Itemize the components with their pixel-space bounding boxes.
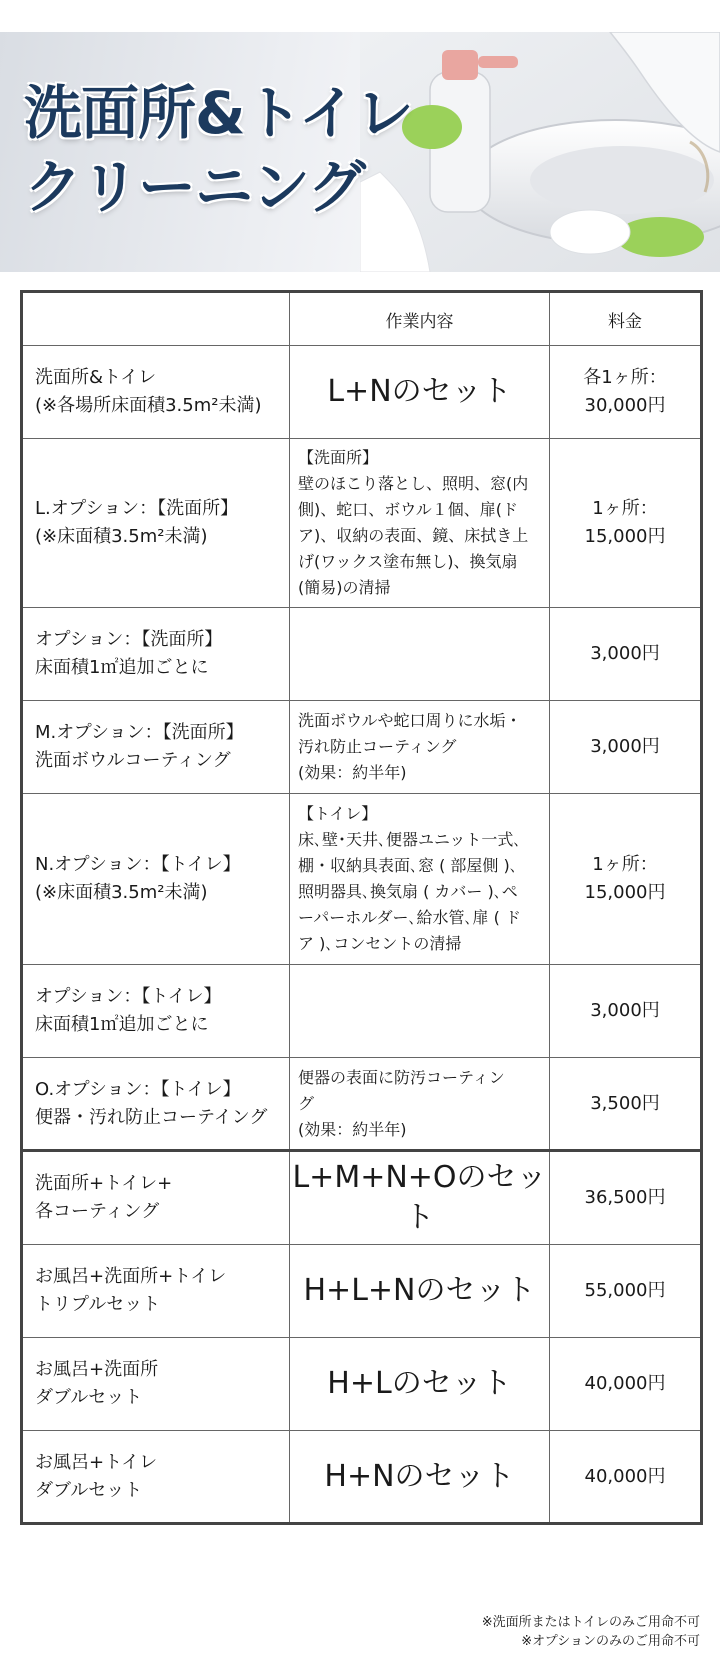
row-name — [22, 439, 290, 608]
toilet-cleaning-image — [360, 32, 720, 272]
row-content-empty — [290, 965, 550, 1058]
row-price-line: 3,000円 — [590, 736, 660, 757]
row-content-line: ア )､コンセントの清掃 — [298, 934, 462, 953]
row-price — [550, 701, 702, 794]
row-set-content: H+Lのセット — [290, 1338, 550, 1431]
row-price — [550, 439, 702, 608]
row-price-line: 1ヶ所： — [592, 854, 658, 875]
row-content-line: 洗面ボウルや蛇口周りに水垢・ — [298, 711, 522, 730]
row-name-line: (※床面積3.5m²未満) — [35, 882, 208, 903]
row-price — [550, 965, 702, 1058]
row-name — [22, 965, 290, 1058]
row-content-line: (簡易)の清掃 — [298, 578, 391, 597]
row-set-content: H+L+Nのセット — [290, 1245, 550, 1338]
table-row — [22, 1245, 702, 1338]
page-title-line2: クリーニング — [24, 153, 365, 221]
row-name-line: ダブルセット — [35, 1387, 143, 1408]
row-price-line: 3,000円 — [590, 643, 660, 664]
row-name-line: 各コーティング — [35, 1201, 160, 1222]
row-name — [22, 1245, 290, 1338]
table-row — [22, 1431, 702, 1524]
row-name-line: L.オプション：【洗面所】 — [35, 498, 239, 519]
row-name-line: オプション：【トイレ】 — [35, 986, 222, 1007]
row-price-line: 30,000円 — [584, 395, 666, 416]
page-title — [24, 76, 413, 224]
row-name-line: お風呂+トイレ — [35, 1451, 158, 1473]
row-price-line: 15,000円 — [584, 882, 666, 903]
row-name-line: (※各場所床面積3.5m²未満) — [35, 395, 262, 416]
row-set-content: L+M+N+Oのセット — [290, 1151, 550, 1245]
row-content-line: 壁のほこり落とし、照明、窓(内 — [298, 474, 529, 493]
row-content-line: グ — [298, 1093, 315, 1113]
page-title-line1: 洗面所&トイレ — [24, 79, 413, 147]
row-name — [22, 701, 290, 794]
row-content-line: 照明器具､換気扇 ( カバー )､ペ — [298, 882, 518, 901]
row-content-line: げ(ワックス塗布無し)、換気扇 — [298, 552, 518, 571]
row-name-line: N.オプション：【トイレ】 — [35, 854, 241, 875]
row-price-line: 1ヶ所： — [592, 498, 658, 519]
row-price-line: 36,500円 — [584, 1187, 666, 1208]
row-content-line: 【洗面所】 — [298, 448, 379, 467]
price-table — [20, 290, 700, 1525]
row-content — [290, 439, 550, 608]
hero-banner — [0, 32, 720, 272]
footnote: ※洗面所またはトイレのみご用命不可 — [481, 1615, 700, 1630]
footnotes — [482, 1613, 700, 1651]
row-name-line: 洗面ボウルコーティング — [35, 750, 231, 771]
price-table-grid — [20, 290, 703, 1525]
row-content-line: 床､壁･天井､便器ユニット一式､ — [298, 830, 522, 849]
row-content-line: 棚・収納具表面､窓 ( 部屋側 )､ — [298, 856, 518, 875]
row-content-line: (効果：約半年) — [298, 1119, 407, 1139]
row-price-line: 40,000円 — [584, 1465, 666, 1487]
row-name-line: お風呂+洗面所+トイレ — [35, 1266, 227, 1287]
row-content-line: (効果：約半年) — [298, 763, 407, 782]
row-content-line: 便器の表面に防汚コーティン — [298, 1067, 505, 1087]
row-name — [22, 1151, 290, 1245]
row-set-content: L+Nのセット — [290, 346, 550, 439]
row-content — [290, 794, 550, 965]
row-price — [550, 346, 702, 439]
row-price — [550, 1151, 702, 1245]
row-content — [290, 701, 550, 794]
table-row — [22, 965, 702, 1058]
row-price-line: 3,500円 — [590, 1092, 660, 1114]
row-name-line: ダブルセット — [35, 1479, 143, 1501]
row-set-content: H+Nのセット — [290, 1431, 550, 1524]
row-name — [22, 794, 290, 965]
row-price-line: 55,000円 — [584, 1280, 666, 1301]
row-content-line: ア)、収納の表面、鏡、床拭き上 — [298, 526, 529, 545]
row-price-line: 40,000円 — [584, 1373, 666, 1394]
table-row — [22, 346, 702, 439]
row-name-line: お風呂+洗面所 — [35, 1359, 159, 1380]
row-name — [22, 608, 290, 701]
row-price-line: 15,000円 — [584, 526, 666, 547]
table-row — [22, 794, 702, 965]
header-blank — [22, 292, 290, 346]
row-price-line: 3,000円 — [590, 1000, 660, 1021]
row-name — [22, 1338, 290, 1431]
row-content-empty — [290, 608, 550, 701]
row-content-line: 側)、蛇口、ボウル１個、扉(ド — [298, 500, 519, 519]
row-price — [550, 794, 702, 965]
row-name-line: オプション：【洗面所】 — [35, 629, 223, 650]
row-name-line: 便器・汚れ防止コーテイング — [35, 1106, 268, 1128]
row-price — [550, 1338, 702, 1431]
row-name-line: 床面積1㎡追加ごとに — [35, 1014, 209, 1035]
header-work-content: 作業内容 — [290, 292, 550, 346]
row-price-line: 各1ヶ所： — [583, 367, 667, 388]
row-name-line: M.オプション：【洗面所】 — [35, 722, 244, 743]
table-row — [22, 439, 702, 608]
row-price — [550, 1431, 702, 1524]
row-name-line: トリプルセット — [35, 1294, 161, 1315]
table-row — [22, 1151, 702, 1245]
row-content-line: 汚れ防止コーティング — [298, 737, 457, 756]
row-name-line: O.オプション：【トイレ】 — [35, 1078, 241, 1100]
row-price — [550, 1245, 702, 1338]
row-price — [550, 608, 702, 701]
row-name-line: 洗面所+トイレ+ — [35, 1173, 173, 1194]
header-price: 料金 — [550, 292, 702, 346]
row-name — [22, 346, 290, 439]
table-row — [22, 1338, 702, 1431]
row-content-line: 【トイレ】 — [298, 804, 378, 823]
row-name-line: 床面積1㎡追加ごとに — [35, 657, 209, 678]
row-name-line: (※床面積3.5m²未満) — [35, 526, 208, 547]
row-content-line: ーパーホルダー､給水管､扉 ( ド — [298, 908, 521, 927]
table-row — [22, 608, 702, 701]
footnote: ※オプションのみのご用命不可 — [521, 1634, 700, 1649]
table-row — [22, 1058, 702, 1151]
row-name-line: 洗面所&トイレ — [35, 367, 157, 388]
row-content — [290, 1058, 550, 1151]
row-name — [22, 1431, 290, 1524]
row-price — [550, 1058, 702, 1151]
row-name — [22, 1058, 290, 1151]
table-row — [22, 701, 702, 794]
table-header-row — [22, 292, 702, 346]
